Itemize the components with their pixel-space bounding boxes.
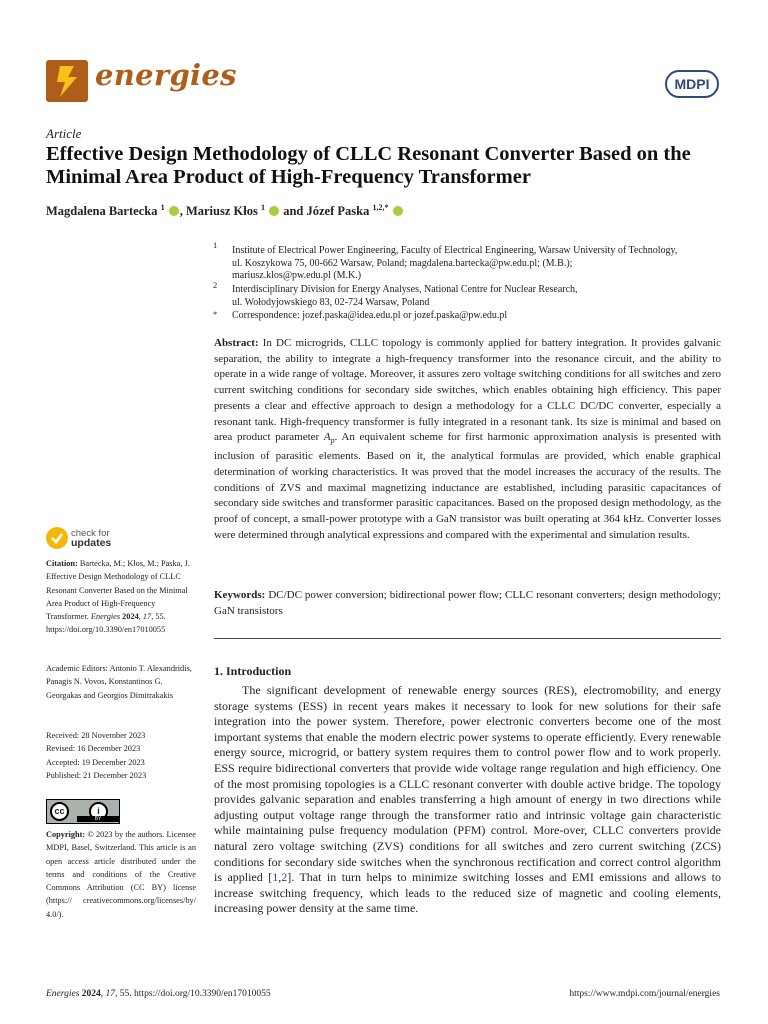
author-separator: and xyxy=(280,204,307,219)
citation-text: Bartecka, M.; Kłos, M.; Paska, J. Effective Design Methodology of CLLC Resonant Converter Based on the Minimal Area Product of High-Frequency Transformer. xyxy=(46,559,190,622)
cc-by-label: BY xyxy=(77,816,119,822)
dates-block xyxy=(46,729,196,782)
copyright-notice xyxy=(46,828,196,921)
keywords-text: DC/DC power conversion; bidirectional power flow; CLLC resonant converters; design methodology; GaN transistors xyxy=(214,589,722,617)
orcid-icon[interactable] xyxy=(269,206,279,216)
copyright-text: © 2023 by the authors. Licensee MDPI, Basel, Switzerland. This article is an open access article distributed under the terms and conditions of the Creative Commons Attribution (CC BY) license (https:// creativecommons.org/licenses/by/ 4.0/). xyxy=(46,830,196,919)
abstract xyxy=(214,336,721,543)
affiliation-2 xyxy=(232,284,732,309)
affiliation-1 xyxy=(232,245,732,283)
abstract-text: . An equivalent scheme for first harmonic approximation analysis is presented with inclusion of parasitic elements. Based on it, the analytical formulas are provided, which enable graphical determination of working characteristics. It was proved that the model increases the accuracy of the results. The conditions of ZVS and maximal magnetizing inductance are established, including parasitic capacitances of secondary side switches and transformer parasitic capacitances. Based on the proposed design methodology, as the proof of concept, a small-power prototype with a GaN transistor was built operating at 364 kHz. Converter losses were determined through analytical expressions and compared with the experimental and simulation results. xyxy=(214,431,721,541)
paragraph-text: ]. That in turn helps to minimize switching losses and EMI emissions and allows to increase switching frequency, which leads to the reduced size of magnetic and cooling elements, increasing power density at the same time. xyxy=(214,870,721,916)
publisher-logo[interactable]: MDPI xyxy=(665,70,719,98)
abstract-text: In DC microgrids, CLLC topology is commonly applied for battery integration. It provides galvanic separation, the ability to integrate a high-frequency transformer into the resonance circuit, and the ability to operate in a wide range of voltage. Moreover, it assures zero voltage switching conditions for all switches and zero current switching conditions for secondary side switches, which enables obtaining high efficiency. This paper presents a clear and effective approach to design a methodology for a CLLC DC/DC converter, especially a resonant tank. High-frequency transformer is fully integrated in a resonant tank. Its size is minimal and based on area product parameter xyxy=(214,337,721,444)
citation-year: 2024 xyxy=(122,612,139,622)
copyright-label: Copyright: xyxy=(46,830,86,839)
correspondence xyxy=(232,310,732,323)
cc-icon: cc xyxy=(50,802,69,821)
author-affiliation-mark: 1,2,* xyxy=(372,203,389,212)
paragraph: The significant development of renewable energy sources (RES), electromobility, and energy storage systems (ESS) in recent years makes it necessary to look for new solutions for their safe integration into the power system. Therefore, power electronic converters become one of the most important systems that enable the modern electric power systems to operate efficiently. Every renewable energy source, microgrid, or battery system requires them to control power flow and to work properly. ESS require bidirectional converters that provide wide voltage range regulation and high efficiency. One of the most promising topologies is a CLLC resonant converter with double active bridge. The topology provides galvanic separation and enables transferring a high amount of energy in two directions while adjusting output voltage range through the transformer ratio and intrinsic voltage gain characteristic while maintaining pulse frequency modulation (PFM) control. More-over, CLLC converters provide natural zero voltage switching (ZVS) conditions for all switches and zero current switching (ZCS) conditions for secondary side switches when the synchronous rectification and correct control algorithm is applied [1,2]. That in turn helps to minimize switching losses and EMI emissions and allows to increase switching frequency, which leads to the reduced size of magnetic and cooling elements, increasing power density at the same time. xyxy=(214,683,721,916)
affiliation-line: Institute of Electrical Power Engineering, Faculty of Electrical Engineering, Warsaw University of Technology, xyxy=(232,245,678,256)
cc-by-license-badge[interactable] xyxy=(46,799,120,824)
affiliation-mark: 2 xyxy=(213,280,218,290)
abstract-label: Abstract: xyxy=(214,337,259,349)
academic-editors: Academic Editors: Antonio T. Alexandridis, Panagis N. Vovos, Konstantinos G. Georgakas and Georgios Dimitrakakis xyxy=(46,664,192,700)
article-type: Article xyxy=(46,126,82,141)
section-heading: 1. Introduction xyxy=(214,664,292,678)
affiliation-mark: * xyxy=(213,309,218,319)
citation-volume: 17 xyxy=(142,612,152,622)
author-name[interactable]: Mariusz Kłos xyxy=(185,204,258,219)
lightning-icon xyxy=(46,60,88,102)
affiliation-mark: 1 xyxy=(213,240,218,250)
date-received: Received: 28 November 2023 xyxy=(46,731,146,740)
affiliation-line: mariusz.klos@pw.edu.pl (M.K.) xyxy=(232,270,362,282)
date-revised: Revised: 16 December 2023 xyxy=(46,744,141,754)
check-line-1: check for xyxy=(71,528,110,539)
keywords xyxy=(214,588,721,619)
footer-volume: 17 xyxy=(105,989,116,999)
area-product-symbol: A xyxy=(323,431,331,444)
section-divider xyxy=(214,638,721,639)
footer-year: 2024 xyxy=(81,989,101,999)
citation-label: Citation: xyxy=(46,559,78,568)
orcid-icon[interactable] xyxy=(169,206,179,216)
journal-name[interactable]: energies xyxy=(95,58,237,92)
author-name[interactable]: Józef Paska xyxy=(306,204,370,219)
citation-link[interactable]: 2 xyxy=(281,870,288,885)
check-for-updates-badge[interactable] xyxy=(46,527,164,549)
orcid-icon[interactable] xyxy=(393,206,403,216)
journal-logo xyxy=(46,60,88,102)
paper-title: Effective Design Methodology of CLLC Resonant Converter Based on the Minimal Area Product of High-Frequency Transformer xyxy=(46,143,691,188)
introduction-body xyxy=(214,683,721,917)
check-line-2: updates xyxy=(71,537,112,549)
author-affiliation-mark: 1 xyxy=(160,203,165,212)
author-affiliation-mark: 1 xyxy=(260,203,265,212)
date-published: Published: 21 December 2023 xyxy=(46,770,147,780)
citation-block: Citation: Bartecka, M.; Kłos, M.; Paska, J. Effective Design Methodology of CLLC Resonant Converter Based on the Minimal Area Product of High-Frequency Transformer. Energies 2024, 17, 55. https://doi.org/10.3390/en17010055 xyxy=(46,559,190,635)
area-product-subscript: p xyxy=(330,436,335,446)
check-circle-icon xyxy=(46,527,68,549)
author-list xyxy=(46,203,404,219)
footer-journal-url[interactable]: https://www.mdpi.com/journal/energies xyxy=(569,989,720,999)
affiliation-line: Interdisciplinary Division for Energy Analyses, National Centre for Nuclear Research, xyxy=(232,284,578,295)
footer-citation: Energies 2024, 17, 55. https://doi.org/10.3390/en17010055 xyxy=(46,989,271,999)
affiliation-line: ul. Wołodyjowskiego 83, 02-724 Warsaw, Poland xyxy=(232,296,430,308)
author-separator: , xyxy=(179,204,186,219)
author-name[interactable]: Magdalena Bartecka xyxy=(46,204,158,219)
date-accepted: Accepted: 19 December 2023 xyxy=(46,757,145,767)
affiliation-line: ul. Koszykowa 75, 00-662 Warsaw, Poland; magdalena.bartecka@pw.edu.pl; (M.B.); xyxy=(232,257,573,269)
citation-doi[interactable]: , 55. https://doi.org/10.3390/en17010055 xyxy=(46,612,166,635)
citation-journal: Energies xyxy=(90,612,121,622)
footer-journal: Energies xyxy=(46,989,80,999)
affiliation-line: Correspondence: jozef.paska@idea.edu.pl or jozef.paska@pw.edu.pl xyxy=(232,310,508,321)
keywords-label: Keywords: xyxy=(214,589,266,601)
attribution-icon: i xyxy=(89,802,108,821)
paragraph-text: The significant development of renewable energy sources (RES), electromobility, and energy storage systems (ESS) in recent years makes it necessary to look for new solutions for their safe integration into the power system. Therefore, power electronic converters become one of the most important systems that enable the modern electric power systems to operate efficiently. Every renewable energy source, microgrid, or battery system requires them to control power flow and to work properly. ESS require bidirectional converters that provide wide voltage range regulation and high efficiency. One of the most promising topologies is a CLLC resonant converter with double active bridge. The topology provides galvanic separation and enables transferring a high amount of energy in two directions while adjusting output voltage range through the transformer ratio and intrinsic voltage gain characteristic while maintaining pulse frequency modulation (PFM) control. More-over, CLLC converters provide natural zero voltage switching (ZVS) conditions for all switches and zero current switching (ZCS) conditions for secondary side switches when the synchronous rectification and correct control algorithm is applied [ xyxy=(214,683,721,885)
citation-link[interactable]: 1 xyxy=(272,870,279,885)
footer-doi[interactable]: , 55. https://doi.org/10.3390/en17010055 xyxy=(115,989,271,999)
